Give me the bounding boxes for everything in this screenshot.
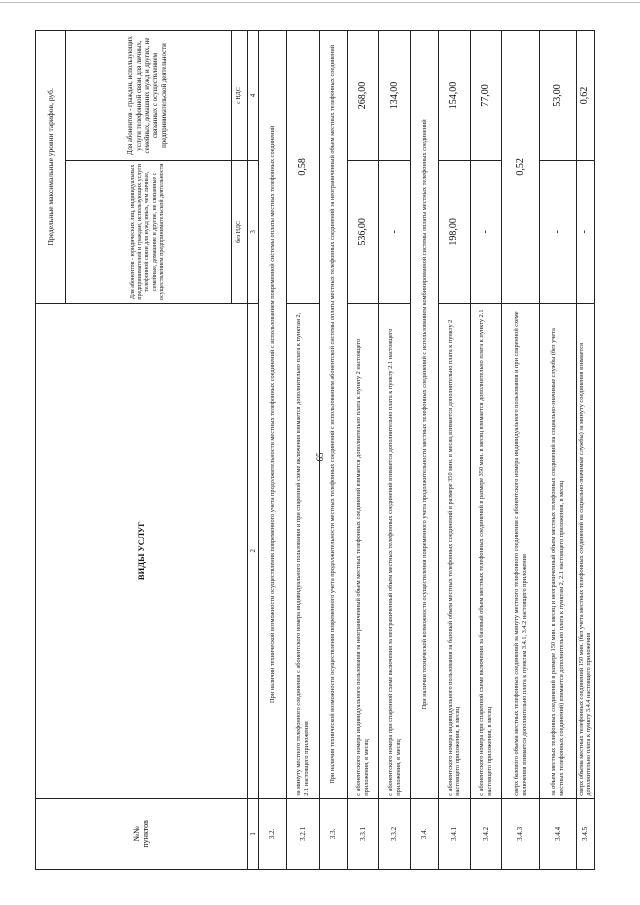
row-number: 3.3. (319, 798, 347, 869)
row-text: за минуту местного телефонного соединения с абонентского номера индивидуального пользования и при спаренной схеме включения взимается дополнительно плата к пунктам 2, 2.1 настоящего приложения (287, 303, 320, 798)
col-number: 1 (247, 798, 258, 869)
row-text: за объем местных телефонных соединений в размере 150 мин. в месяц и неограниченный объем местных телефонных соединений на социально-значимые службы (без учета местных телефонных соединений) взимается дополнительно плата к пунктам 2, 2.1 настоящего приложения, в месяц (540, 303, 576, 798)
row-number: 3.3.2 (379, 798, 411, 869)
header-max-levels: Предельные максимальные уровни тарифов, руб. (36, 31, 66, 304)
row-value-no-vat: - (470, 161, 502, 304)
header-legal: Для абонентов - юридических лиц, индивидуальных предпринимателей и граждан, использующих услуги телефонной связи для нужд иных, чем личные, семейные, домашние и другие, не связанные с осуществлением предпринимательской деятельности (65, 161, 231, 304)
row-value-with-vat: 134,00 (379, 31, 411, 161)
row-value-with-vat: 154,00 (439, 31, 471, 161)
row-number: 3.3.1 (347, 798, 379, 869)
row-text: сверх объема местных телефонных соединений 150 мин. (без учета местных телефонных соединений на социально-значимые службы) за минуту соединения взимается дополнительно плата к пункту 3.4.4 настоящего приложения (576, 303, 594, 798)
row-text: сверх базового объема местных телефонных соединений за минуту местного телефонного соединения с абонентского номера индивидуального пользования и при спаренной схеме включения взимается дополнительно плата к пунктам 3.4.1, 3.4.2 настоящего приложения (502, 303, 540, 798)
col-number: 2 (247, 303, 258, 798)
col-number: 4 (247, 31, 258, 161)
row-number: 3.4.2 (470, 798, 502, 869)
row-number: 3.2.1 (287, 798, 320, 869)
row-value-no-vat: - (540, 161, 576, 304)
row-value-with-vat: 77,00 (470, 31, 502, 161)
row-value-no-vat: - (379, 161, 411, 304)
row-number: 3.4.4 (540, 798, 576, 869)
section-heading: При наличии технической возможности осуществления повременного учета продолжительности местных телефонных соединений с использованием абонентской системы оплаты местных телефонных соединений за неограниченный объем местных телефонных соединений (319, 31, 347, 799)
row-value-merged: 0,58 (287, 31, 320, 304)
row-value-no-vat: 198,00 (439, 161, 471, 304)
row-number: 3.4.1 (439, 798, 471, 869)
header-num: №№ пунктов (36, 798, 248, 869)
row-value-with-vat: 53,00 (540, 31, 576, 161)
row-value-merged: 0,52 (502, 31, 540, 304)
header-citizens: Для абонентов - граждан, использующих услуги телефонной связи для личных, семейных, домашних нужд и других, не связанных с осуществлением предпринимательской деятельности (65, 31, 231, 161)
row-text: с абонентского номера индивидуального пользования за базовый объем местных телефонных соединений в размере 350 мин. в месяц взимается дополнительно плата к пункту 2 настоящего приложения, в месяц (439, 303, 471, 798)
row-value-with-vat: 268,00 (347, 31, 379, 161)
row-number: 3.4. (410, 798, 438, 869)
col-number: 3 (247, 161, 258, 304)
tariff-table (35, 30, 595, 870)
row-number: 3.4.3 (502, 798, 540, 869)
row-text: с абонентского номера при спаренной схеме включения за неограниченный объем местных телефонных соединений взимается дополнительно плата к пункту 2.1 настоящего приложения, в месяц (379, 303, 411, 798)
row-number: 3.2. (259, 798, 287, 869)
header-with-vat: с НДС (231, 31, 247, 161)
section-heading: При наличии технической возможности осуществления повременного учета продолжительности местных телефонных соединений с использованием комбинированной системы оплаты местных телефонных соединений (410, 31, 438, 799)
row-text: с абонентского номера индивидуального пользования за неограниченный объем местных телефонных соединений взимается дополнительно плата к пункту 2 настоящего приложения, в месяц (347, 303, 379, 798)
scan-edge-line (0, 2, 640, 3)
tariff-table-rotated (35, 30, 595, 870)
row-value-no-vat: 536,00 (347, 161, 379, 304)
header-no-vat: без НДС (231, 161, 247, 304)
row-value-with-vat: 0,62 (576, 31, 594, 161)
row-text: с абонентского номера при спаренной схеме включения за базовый объем местных телефонных соединений в размере 350 мин. в месяц взимается дополнительно плата к пункту 2.1 настоящего приложения, в месяц (470, 303, 502, 798)
section-heading: При наличии технической возможности осуществления повременного учета продолжительности местных телефонных соединений с использованием повременной системы оплаты местных телефонных соединений (259, 31, 287, 799)
header-services: ВИДЫ УСЛУГ (36, 303, 248, 798)
row-number: 3.4.5 (576, 798, 594, 869)
page-number: 65 (315, 452, 325, 462)
row-value-no-vat: - (576, 161, 594, 304)
